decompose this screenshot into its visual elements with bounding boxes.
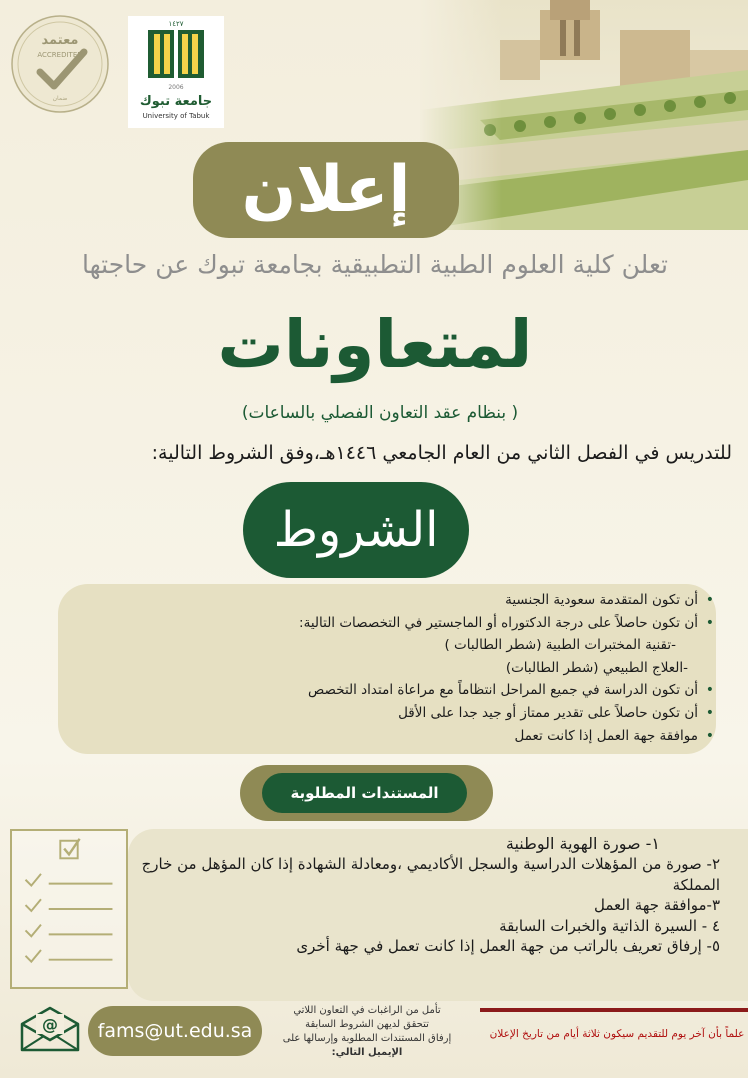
conditions-title: الشروط [273, 502, 439, 558]
book-icon [128, 16, 224, 86]
accredited-en-text: ACCREDITED [37, 51, 83, 59]
intro-text: تعلن كلية العلوم الطبية التطبيقية بجامعة تبوك عن حاجتها [82, 250, 668, 279]
document-item: ٢- صورة من المؤهلات الدراسية والسجل الأكاديمي ،ومعادلة الشهادة إذا كان المؤهل من خارج المملكة [141, 855, 720, 894]
svg-text:@: @ [42, 1015, 58, 1034]
apply-note-line: تتحقق لديهن الشروط السابقة [305, 1019, 429, 1030]
condition-item: • أن تكون المتقدمة سعودية الجنسية [58, 589, 716, 612]
announcement-label: إعلان [241, 153, 411, 227]
deadline-note: علماً بأن آخر يوم للتقديم سيكون ثلاثة أيام من تاريخ الإعلان [489, 1028, 745, 1040]
document-item: ٥- إرفاق تعريف بالراتب من جهة العمل إذا كانت تعمل في جهة أخرى [296, 937, 720, 956]
apply-note-line: الإيميل التالي: [331, 1047, 403, 1058]
condition-item: • أن تكون حاصلاً على تقدير ممتاز أو جيد جدا على الأقل [58, 702, 716, 725]
document-item: ٤ - السيرة الذاتية والخبرات السابقة [499, 916, 720, 935]
accredited-badge [10, 14, 110, 114]
apply-note-line: تأمل من الراغبات في التعاون اللاتي [293, 1005, 441, 1016]
condition-subitem: -العلاج الطبيعي (شطر الطالبات) [505, 659, 688, 676]
documents-list [140, 834, 720, 956]
deadline-divider [480, 1008, 748, 1012]
teaching-line: للتدريس في الفصل الثاني من العام الجامعي ١٤٤٦هـ،وفق الشروط التالية: [151, 442, 732, 464]
document-item: ١- صورة الهوية الوطنية [505, 834, 660, 853]
condition-item: • أن تكون الدراسة في جميع المراحل انتظاماً مع مراعاة امتداد التخصص [58, 679, 716, 702]
accredited-ar-text: معتمد [41, 33, 79, 48]
accredited-sub-text: ضمان [52, 95, 68, 102]
document-item: ٣-موافقة جهة العمل [594, 896, 720, 915]
condition-item: • موافقة جهة العمل إذا كانت تعمل [58, 725, 716, 748]
email-address[interactable]: fams@ut.edu.sa [97, 1020, 253, 1042]
campus-photo [420, 0, 748, 230]
condition-subitem: -تقنية المختبرات الطبية (شطر الطالبات ) [444, 637, 676, 654]
university-name-en: University of Tabuk [142, 112, 210, 120]
conditions-list [58, 589, 734, 747]
university-year-top: ١٤٢٧ [168, 20, 184, 28]
apply-note-line: إرفاق المستندات المطلوبة وإرسالها على [282, 1033, 452, 1044]
condition-item: • أن تكون حاصلاً على درجة الدكتوراه أو الماجستير في التخصصات التالية: [58, 612, 716, 635]
checklist-icon [10, 829, 128, 989]
headline: لمتعاونات [217, 306, 533, 383]
subheadline: ( بنظام عقد التعاون الفصلي بالساعات) [241, 403, 519, 423]
email-icon [18, 1006, 82, 1052]
documents-title: المستندات المطلوبة [262, 773, 467, 813]
apply-note [266, 1004, 468, 1060]
university-logo [128, 16, 224, 128]
university-name-ar: جامعة تبوك [139, 94, 213, 109]
university-year: 2006 [168, 84, 184, 91]
